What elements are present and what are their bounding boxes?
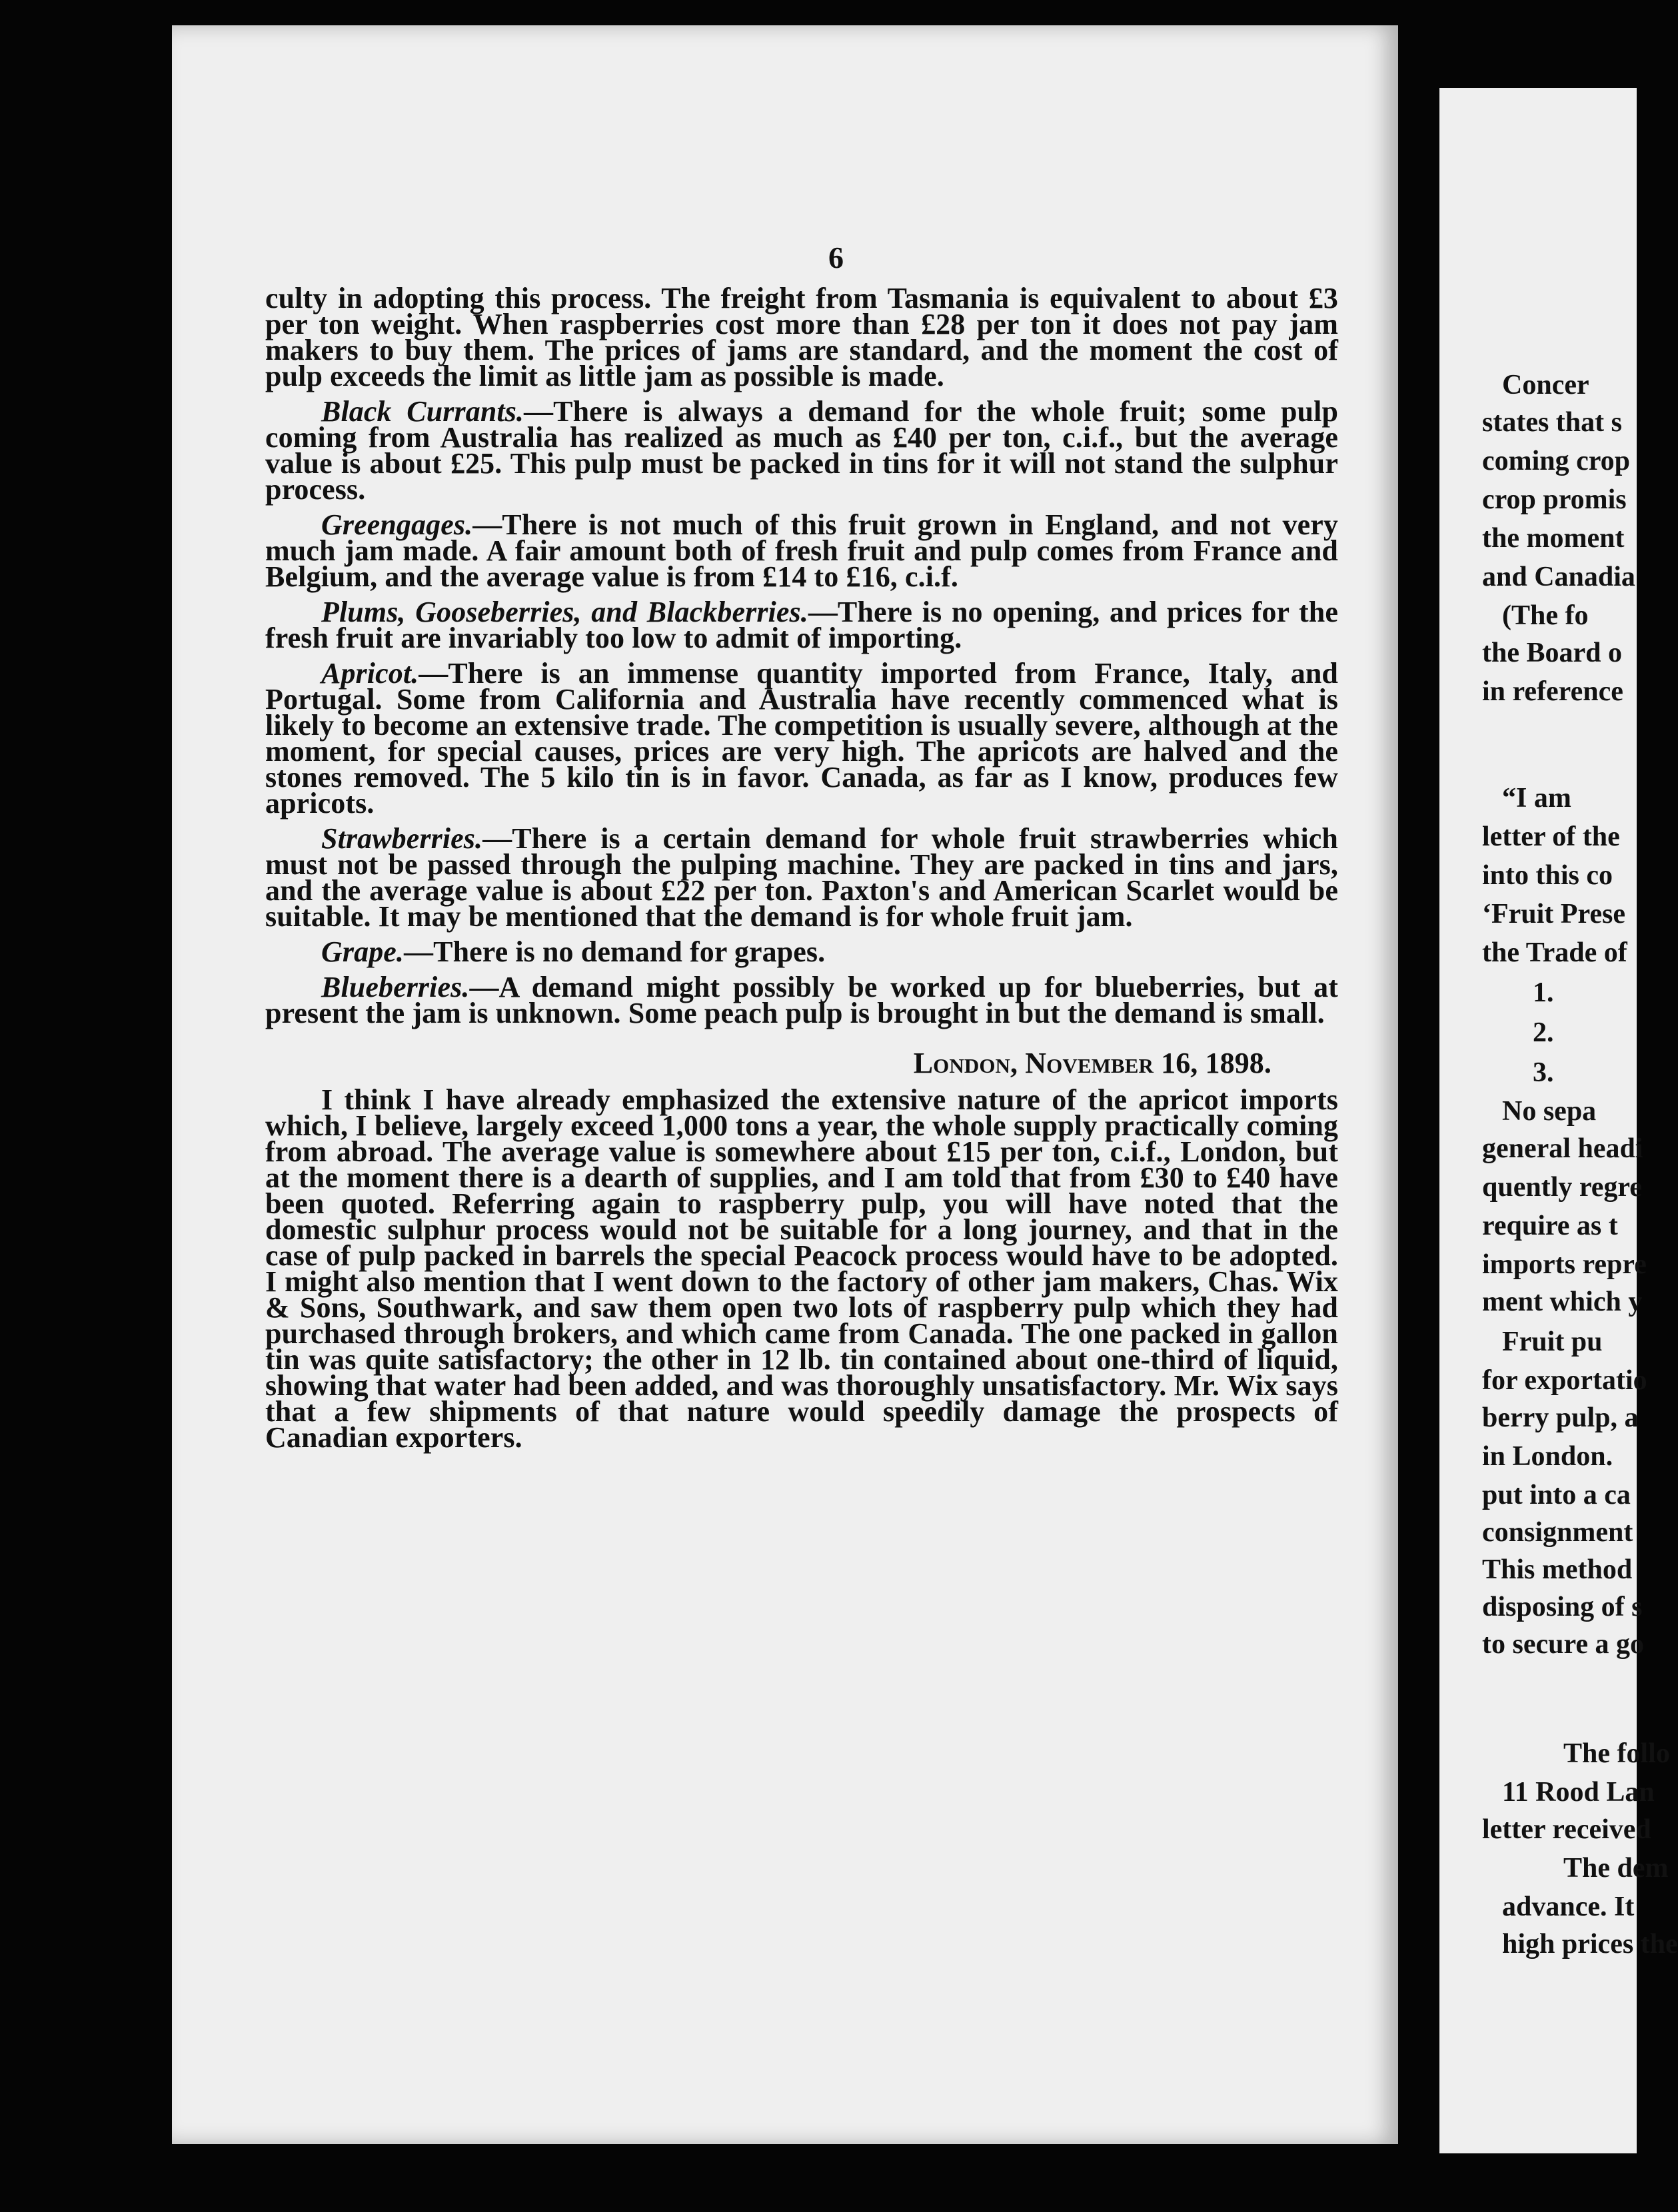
right-page-line: 1. — [1533, 977, 1554, 1008]
right-page-line: into this co — [1482, 860, 1613, 891]
right-page-line: letter received — [1482, 1814, 1651, 1845]
right-page-line: 2. — [1533, 1017, 1554, 1048]
heading-plums: Plums, Gooseberries, and Blackberries. — [321, 596, 808, 628]
paragraph-grape — [265, 935, 1338, 968]
text-apricot: —There is an immense quantity imported from France, Italy, and Portugal. Some from California and Australia have recently commenced what is likely to become an extensive trade. The competition is usually severe, although at the moment, for special causes, prices are very high. The apricots are halved and the stones removed. The 5 kilo tin is in favor. Canada, as far as I know, produces few apricots. — [265, 657, 1338, 820]
text-blueberries: —A demand might possibly be worked up for blueberries, but at present the jam is unknown. Some peach pulp is brought in but the demand is small. — [265, 971, 1338, 1029]
right-page-line: Fruit pu — [1502, 1327, 1603, 1357]
paragraph-1-text: culty in adopting this process. The freight from Tasmania is equivalent to about £3 per ton weight. When raspberries cost more than £28 per ton it does not pay jam makers to buy them. The prices of jams are standard, and the moment the cost of pulp exceeds the limit as little jam as possible is made. — [265, 282, 1338, 392]
right-page-line: quently regre — [1482, 1172, 1642, 1203]
right-page-line: advance. It — [1502, 1892, 1635, 1922]
right-page-line: in reference — [1482, 676, 1623, 707]
right-page-line: put into a ca — [1482, 1480, 1631, 1510]
right-page-line: consignment — [1482, 1517, 1633, 1548]
page-number: 6 — [828, 241, 844, 275]
text-strawberries: —There is a certain demand for whole fruit strawberries which must not be passed through the pulping machine. They are packed in tins and jars, and the average value is about £22 per ton. Paxton's and American Scarlet would be suitable. It may be mentioned that the demand is for whole fruit jam. — [265, 822, 1338, 933]
heading-grape: Grape. — [321, 935, 405, 968]
heading-strawberries: Strawberries. — [321, 822, 483, 855]
paragraph-plums — [265, 596, 1338, 654]
text-grape: —There is no demand for grapes. — [404, 935, 826, 968]
heading-black-currants: Black Currants. — [321, 395, 524, 428]
paragraph-greengages — [265, 508, 1338, 593]
heading-apricot: Apricot. — [321, 657, 419, 690]
right-page-line: high prices the — [1502, 1929, 1678, 1959]
right-page-line: the Trade of — [1482, 937, 1627, 968]
right-page-line: in London. — [1482, 1441, 1613, 1472]
right-page-line: 11 Rood Lan — [1502, 1777, 1655, 1808]
right-page-line: states that s — [1482, 407, 1622, 438]
paragraph-apricot — [265, 657, 1338, 820]
right-page-line: require as t — [1482, 1211, 1618, 1241]
right-page-line: The follo — [1563, 1738, 1670, 1769]
heading-greengages: Greengages. — [321, 508, 473, 541]
right-page-line: Concer — [1502, 370, 1589, 400]
body-text — [265, 282, 1339, 1454]
right-page-line: to secure a go — [1482, 1629, 1644, 1660]
right-page-line: coming crop — [1482, 446, 1631, 476]
right-page-line: general headi — [1482, 1133, 1643, 1164]
paragraph-1 — [265, 282, 1338, 392]
right-page-line: ‘Fruit Prese — [1482, 899, 1625, 929]
right-page-line: disposing of s — [1482, 1592, 1643, 1622]
right-page-line: This method — [1482, 1554, 1633, 1585]
paragraph-black-currants — [265, 395, 1339, 506]
right-page-line: for exportatio — [1482, 1365, 1647, 1396]
right-page-line: letter of the — [1482, 822, 1620, 852]
closing-paragraph: I think I have already emphasized the extensive nature of the apricot imports which, I believe, largely exceed 1,000 tons a year, the whole supply practically coming from abroad. The average value is somewhere about £15 per ton, c.i.f., London, but at the moment there is a dearth of supplies, and I am told that from £30 to £40 have been quoted. Referring again to raspberry pulp, you will have noted that the domestic sulphur process would not be suitable for a long journey, and that in the case of pulp packed in barrels the special Peacock process would have to be adopted. I might also mention that I went down to the factory of other jam makers, Chas. Wix & Sons, Southwark, and saw them open two lots of raspberry pulp which they had purchased through brokers, and which came from Canada. The one packed in gallon tin was quite satisfactory; the other in 12 lb. tin contained about one-third of liquid, showing that water had been added, and was thoroughly unsatisfactory. Mr. Wix says that a few shipments of that nature would speedily damage the prospects of Canadian exporters. — [265, 1083, 1338, 1454]
left-page — [172, 25, 1398, 2144]
right-page-line: The dem — [1563, 1853, 1669, 1884]
paragraph-blueberries — [265, 971, 1338, 1029]
right-page-line: (The fo — [1502, 600, 1589, 631]
text-plums: —There is no opening, and prices for the fresh fruit are invariably too low to admit of importing. — [265, 596, 1338, 654]
text-black-currants: —There is always a demand for the whole fruit; some pulp coming from Australia has realized as much as £40 per ton, c.i.f., but the average value is about £25. This pulp must be packed in tins for it will not stand the sulphur process. — [265, 395, 1339, 506]
heading-blueberries: Blueberries. — [321, 971, 470, 1003]
right-page-line: imports repre — [1482, 1249, 1647, 1280]
right-page-line: and Canadia — [1482, 562, 1635, 592]
right-page-lines — [1439, 88, 1678, 2153]
right-page — [1439, 88, 1678, 2153]
right-page-line: ment which y — [1482, 1287, 1643, 1317]
right-page-line: 3. — [1533, 1057, 1554, 1088]
right-page-line: crop promis — [1482, 484, 1627, 515]
paragraph-strawberries — [265, 822, 1338, 933]
right-page-line: the Board o — [1482, 638, 1622, 668]
right-page-line: No sepa — [1502, 1096, 1597, 1127]
right-page-line: berry pulp, a — [1482, 1402, 1639, 1433]
right-page-line: “I am — [1502, 783, 1571, 814]
right-page-line: the moment — [1482, 523, 1625, 554]
text-greengages: —There is not much of this fruit grown in England, and not very much jam made. A fair amount both of fresh fruit and pulp comes from France and Belgium, and the average value is from £14 to £16, c.i.f. — [265, 508, 1338, 593]
dateline: London, November 16, 1898. — [913, 1047, 1271, 1079]
